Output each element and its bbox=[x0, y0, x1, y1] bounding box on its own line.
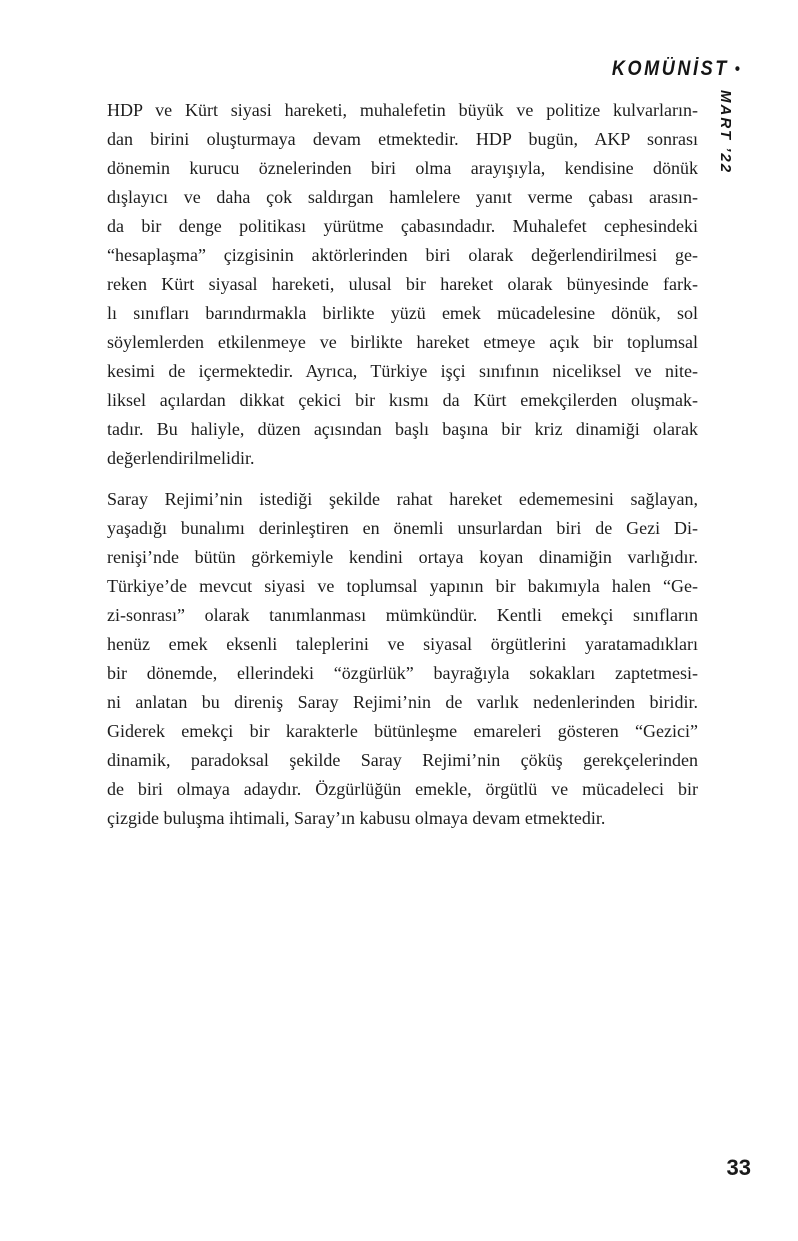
text-line: zi-sonrası” olarak tanımlanması mümkündür. Kentli emekçi sınıfların bbox=[107, 605, 698, 625]
text-line: değerlendirilmelidir. bbox=[107, 448, 255, 468]
text-line: çizgide buluşma ihtimali, Saray’ın kabusu olmaya devam etmektedir. bbox=[107, 808, 606, 828]
text-line: yaşadığı bunalımı derinleştiren en önemli unsurlardan biri de Gezi Di- bbox=[107, 518, 698, 538]
text-line: tadır. Bu haliyle, düzen açısından başlı başına bir kriz dinamiği olarak bbox=[107, 419, 698, 439]
issue-date: MART ’22 bbox=[717, 90, 734, 175]
text-line: Saray Rejimi’nin istediği şekilde rahat hareket edememesini sağlayan, bbox=[107, 489, 698, 509]
text-line: reken Kürt siyasal hareketi, ulusal bir hareket olarak bünyesinde fark- bbox=[107, 274, 698, 294]
text-line: “hesaplaşma” çizgisinin aktörlerinden biri olarak değerlendirilmesi ge- bbox=[107, 245, 698, 265]
text-line: kesimi de içermektedir. Ayrıca, Türkiye işçi sınıfının niceliksel ve nite- bbox=[107, 361, 698, 381]
text-line: de biri olmaya adaydır. Özgürlüğün emekle, örgütlü ve mücadeleci bir bbox=[107, 779, 698, 799]
text-line: Giderek emekçi bir karakterle bütünleşme emareleri gösteren “Gezici” bbox=[107, 721, 698, 741]
running-head bbox=[612, 57, 740, 81]
text-line: renişi’nde bütün görkemiyle kendini ortaya koyan dinamiğin varlığıdır. bbox=[107, 547, 698, 567]
text-line: bir dönemde, ellerindeki “özgürlük” bayrağıyla sokakları zaptetmesi- bbox=[107, 663, 698, 683]
page-number: 33 bbox=[726, 1155, 751, 1180]
paragraph bbox=[107, 96, 698, 473]
text-line: dışlayıcı ve daha çok saldırgan hamlelere yanıt verme çabası arasın- bbox=[107, 187, 698, 207]
text-line: henüz emek eksenli taleplerini ve siyasal örgütlerini yaratamadıkları bbox=[107, 634, 698, 654]
text-line: HDP ve Kürt siyasi hareketi, muhalefetin büyük ve politize kulvarların- bbox=[107, 100, 698, 120]
text-line: Türkiye’de mevcut siyasi ve toplumsal yapının bir bakımıyla halen “Ge- bbox=[107, 576, 698, 596]
magazine-title: KOMÜNİST bbox=[611, 57, 729, 80]
text-line: dinamik, paradoksal şekilde Saray Rejimi’nin çöküş gerekçelerinden bbox=[107, 750, 698, 770]
text-line: dönemin kurucu öznelerinden biri olma arayışıyla, kendisine dönük bbox=[107, 158, 698, 178]
bullet-icon: • bbox=[734, 59, 740, 78]
text-line: söylemlerden etkilenmeye ve birlikte hareket etmeye açık bir toplumsal bbox=[107, 332, 698, 352]
text-line: da bir denge politikası yürütme çabasındadır. Muhalefet cephesindeki bbox=[107, 216, 698, 236]
text-line: ni anlatan bu direniş Saray Rejimi’nin de varlık nedenlerinden biridir. bbox=[107, 692, 698, 712]
text-line: lı sınıfları barındırmakla birlikte yüzü emek mücadelesine dönük, sol bbox=[107, 303, 698, 323]
article-body bbox=[107, 96, 698, 845]
paragraph bbox=[107, 485, 698, 833]
text-line: liksel açılardan dikkat çekici bir kısmı da Kürt emekçilerden oluşmak- bbox=[107, 390, 698, 410]
text-line: dan birini oluşturmaya devam etmektedir. HDP bugün, AKP sonrası bbox=[107, 129, 698, 149]
